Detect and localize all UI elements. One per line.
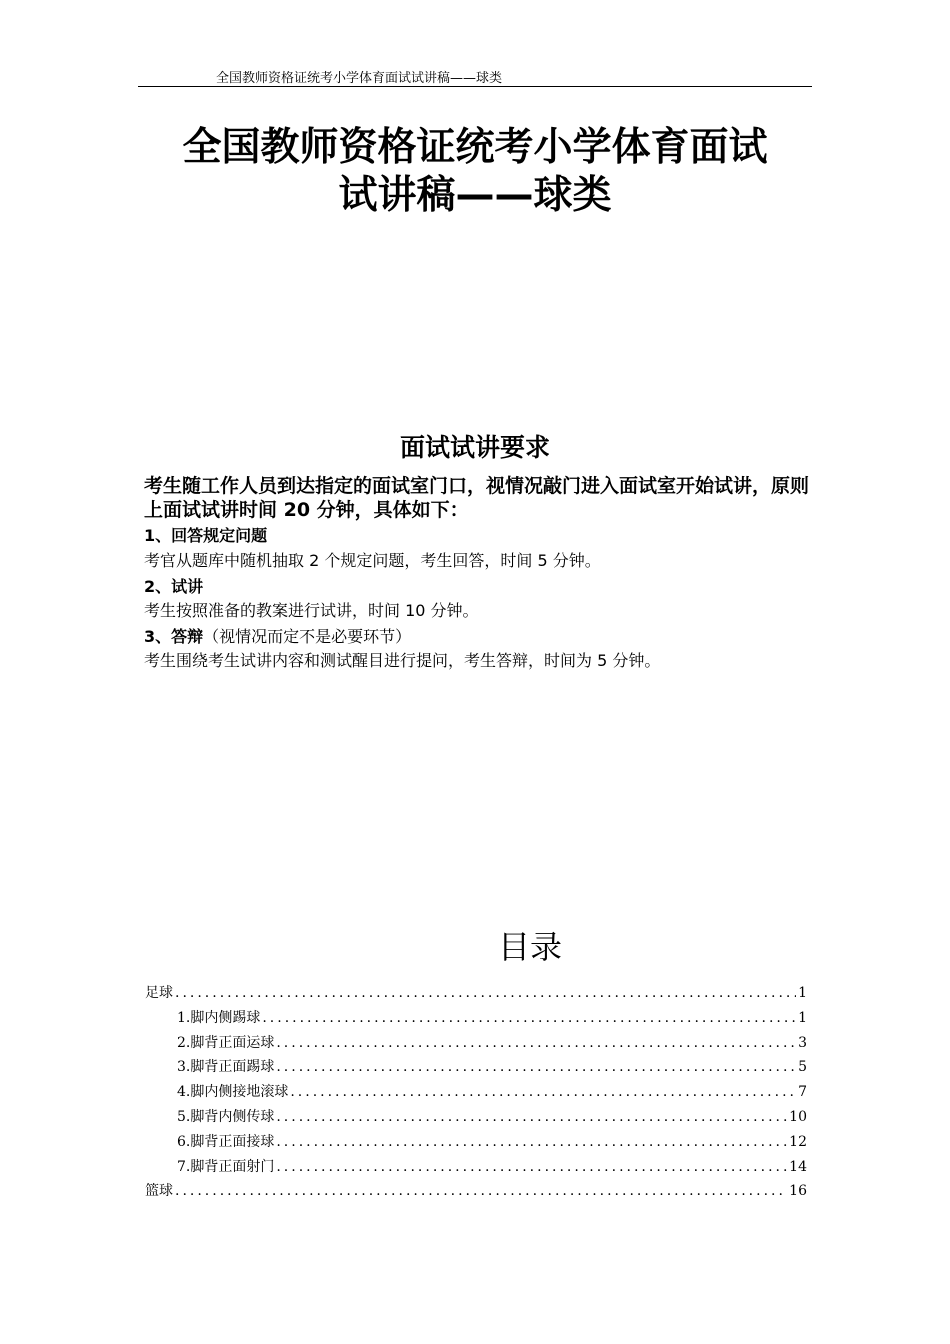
toc-entry-page: 14 (789, 1158, 807, 1175)
toc-entry[interactable] (145, 1156, 807, 1181)
toc-entry[interactable] (145, 1106, 807, 1131)
toc-entry-label: 篮球 (145, 1183, 173, 1200)
toc-leader-dots (276, 1109, 787, 1125)
title-line-2: 试讲稿——球类 (338, 173, 612, 218)
toc-leader-dots (175, 1183, 787, 1199)
toc-entry-page: 7 (798, 1084, 807, 1101)
requirement-item-1-heading (144, 523, 267, 546)
toc-entry-label: 7.脚背正面射门 (177, 1158, 275, 1175)
toc-entry-label: 1.脚内侧踢球 (177, 1009, 261, 1026)
toc-leader-dots (276, 1159, 787, 1175)
toc-entry-label: 5.脚背内侧传球 (177, 1108, 275, 1125)
toc-entry[interactable] (145, 1180, 807, 1205)
toc-leader-dots (276, 1134, 787, 1150)
requirement-item-3-title: 3、答辩 (144, 627, 204, 646)
toc-entry[interactable] (145, 1032, 807, 1057)
toc-title: 目录 (497, 928, 562, 966)
toc-leader-dots (276, 1059, 796, 1075)
toc-entry[interactable] (145, 1007, 807, 1032)
toc-entry[interactable] (145, 1056, 807, 1081)
toc-entry-page: 12 (789, 1133, 807, 1150)
toc-entry-page: 1 (798, 985, 807, 1001)
requirement-item-2-heading (144, 574, 203, 597)
toc-entry-page: 5 (798, 1059, 807, 1076)
toc-leader-dots (290, 1084, 796, 1100)
toc-entry[interactable] (145, 982, 807, 1007)
toc-entry-label: 6.脚背正面接球 (177, 1133, 275, 1150)
table-of-contents (145, 982, 807, 1205)
toc-entry-page: 3 (798, 1034, 807, 1051)
toc-entry-label: 足球 (145, 985, 173, 1001)
page-header (138, 64, 812, 87)
requirement-item-3-body: 考生围绕考生试讲内容和测试醒目进行提问，考生答辩，时间为 5 分钟。 (144, 651, 661, 670)
requirement-item-2-title: 2、试讲 (144, 577, 204, 596)
toc-leader-dots (276, 1035, 796, 1051)
toc-entry[interactable] (145, 1081, 807, 1106)
toc-entry-label: 2.脚背正面运球 (177, 1034, 275, 1051)
requirement-item-2-body: 考生按照准备的教案进行试讲，时间 10 分钟。 (144, 601, 479, 620)
toc-entry[interactable] (145, 1131, 807, 1156)
requirements-heading: 面试试讲要求 (399, 433, 550, 462)
toc-entry-label: 4.脚内侧接地滚球 (177, 1084, 289, 1101)
requirement-item-3-heading (144, 624, 411, 647)
document-title (100, 124, 850, 220)
toc-entry-label: 3.脚背正面踢球 (177, 1059, 275, 1076)
toc-entry-page: 16 (789, 1183, 807, 1200)
requirement-item-1-title: 1、回答规定问题 (144, 526, 268, 545)
toc-leader-dots (262, 1010, 796, 1026)
header-text: 全国教师资格证统考小学体育面试试讲稿——球类 (216, 71, 503, 86)
toc-entry-page: 1 (798, 1009, 807, 1026)
requirement-item-1-body: 考官从题库中随机抽取 2 个规定问题，考生回答，时间 5 分钟。 (144, 551, 601, 570)
requirements-intro: 考生随工作人员到达指定的面试室门口，视情况敲门进入面试室开始试讲，原则上面试试讲时间 20 分钟，具体如下： (144, 475, 810, 521)
title-line-1: 全国教师资格证统考小学体育面试 (182, 125, 768, 170)
toc-entry-page: 10 (789, 1108, 807, 1125)
toc-leader-dots (175, 985, 796, 1001)
requirement-item-3-note: （视情况而定不是必要环节） (203, 627, 412, 646)
